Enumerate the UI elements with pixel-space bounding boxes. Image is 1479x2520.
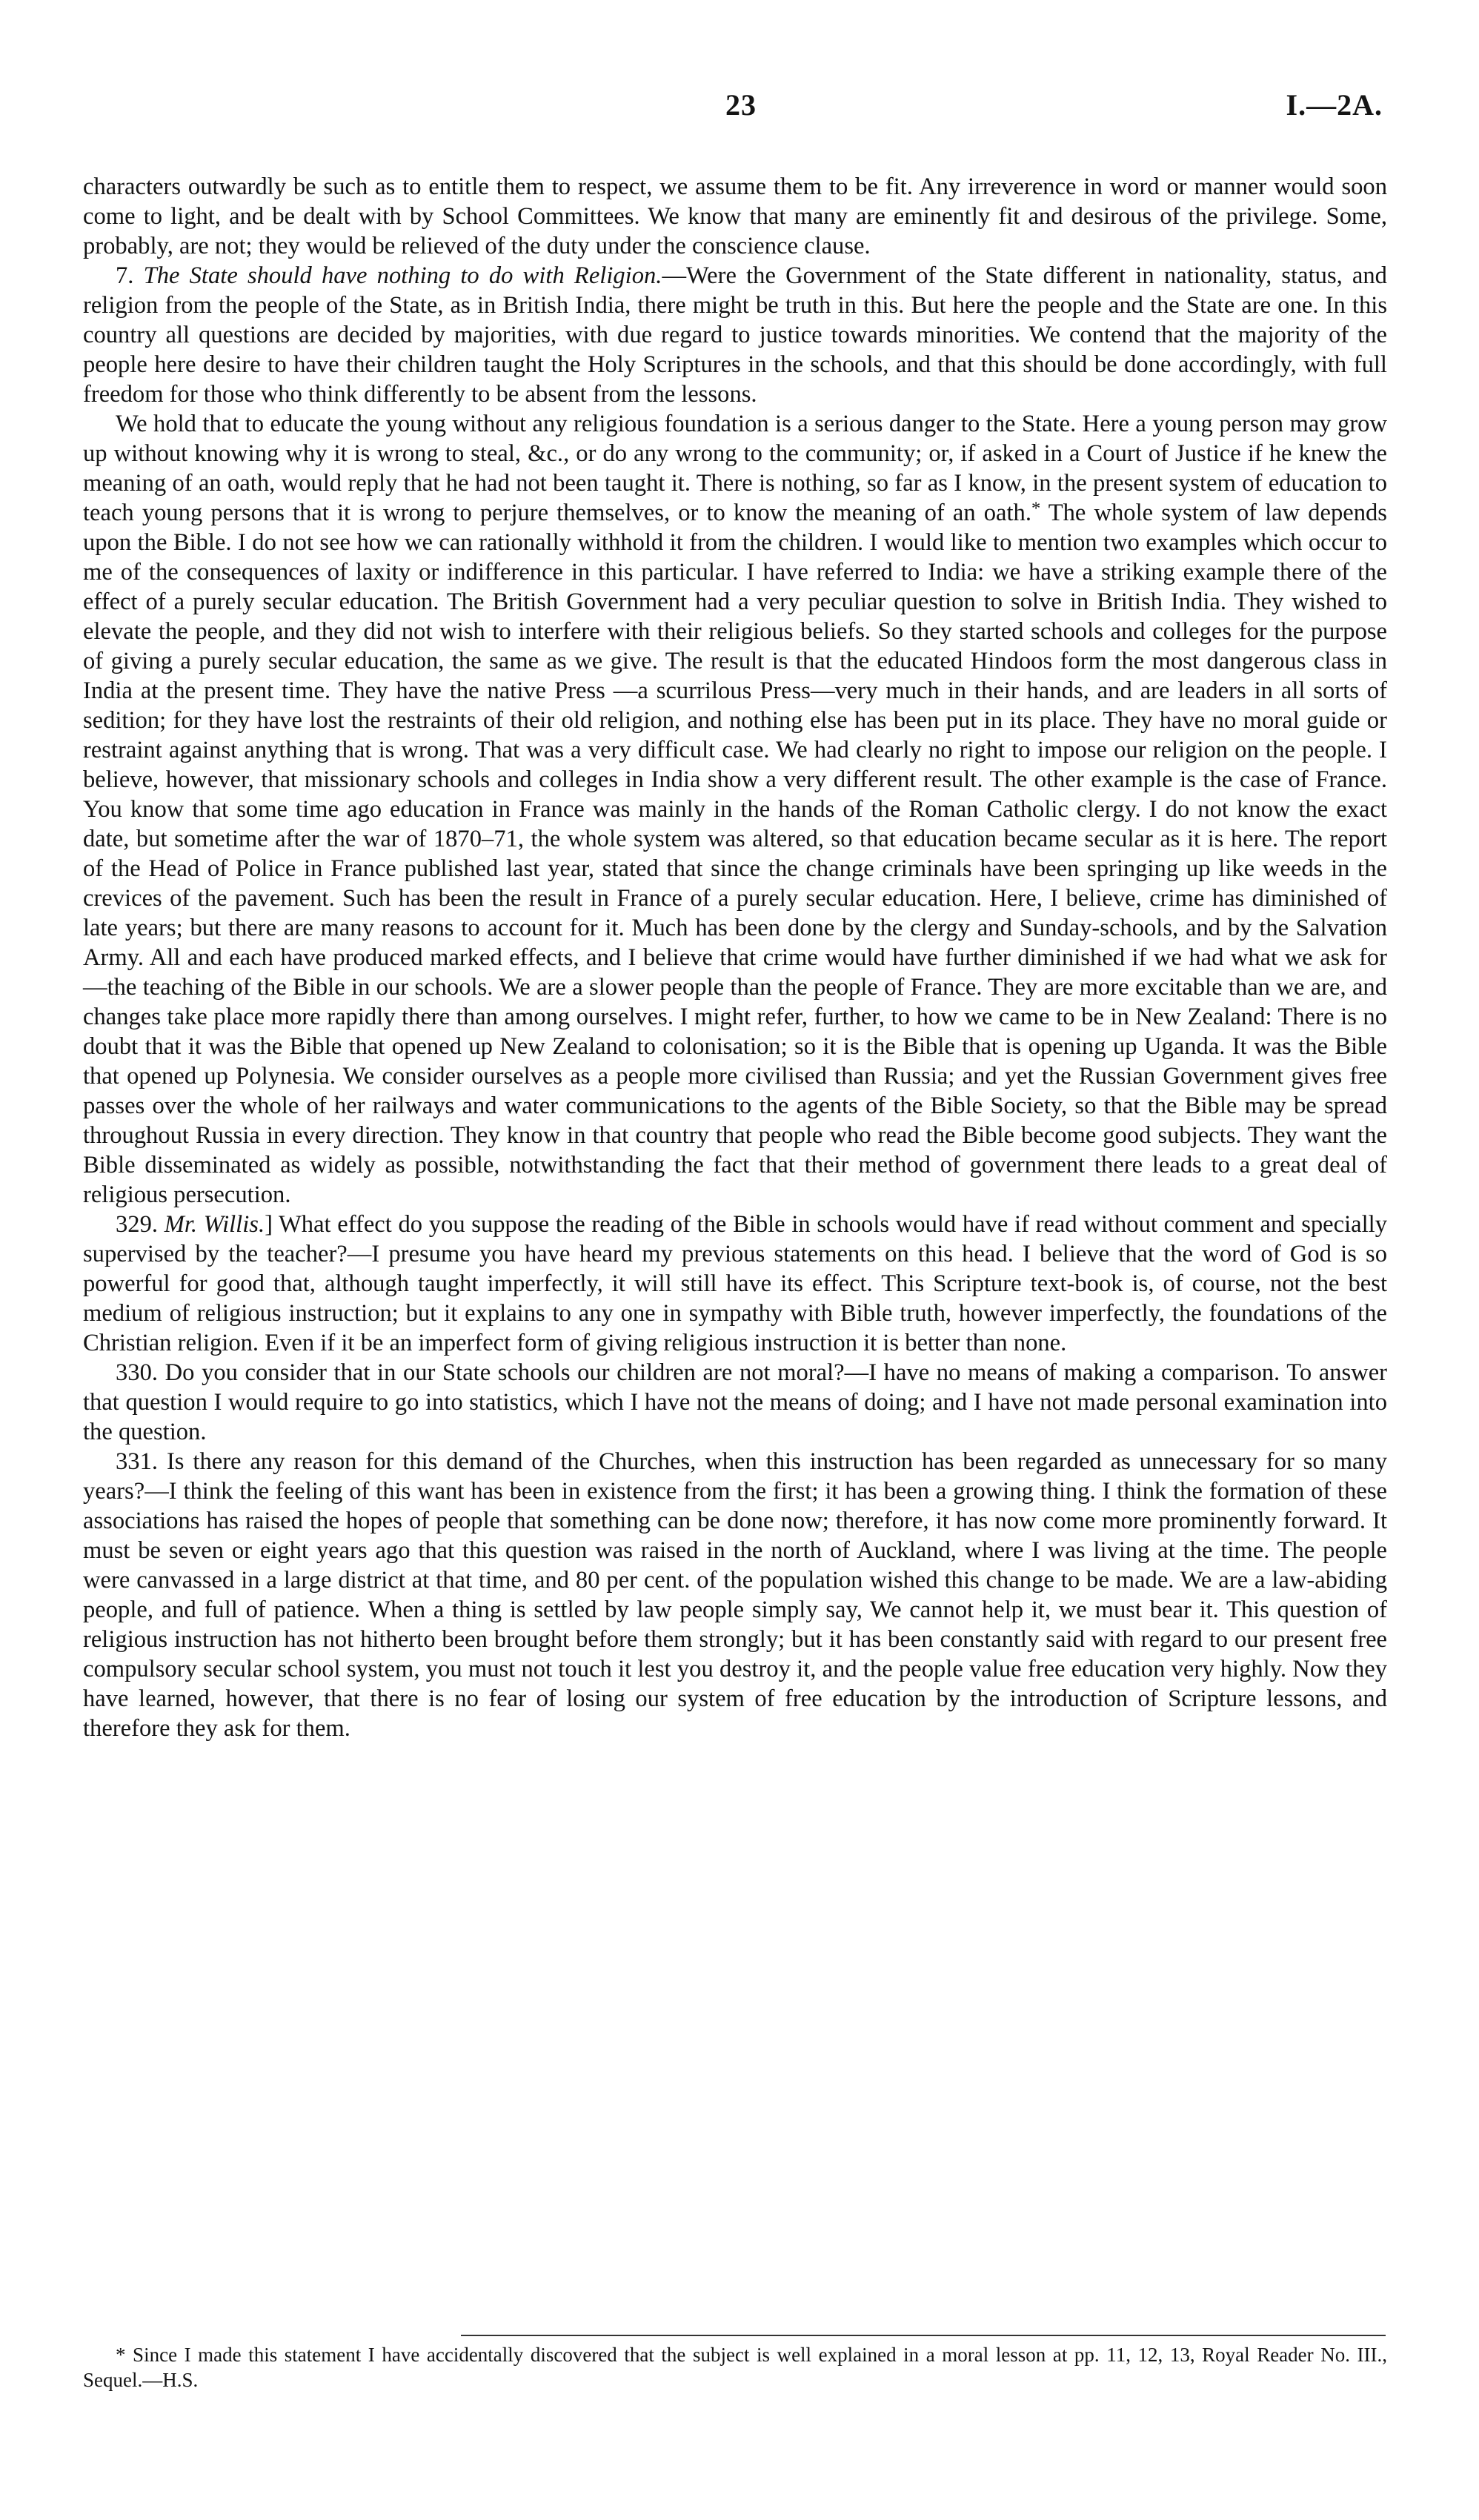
question-331: 331. Is there any reason for this demand of the Churches, when this instruction has been regarded as unnecessary for so many years?—I think the feeling of this want has been in existence from the first; it has been a growing thing. I think the formation of these associations has raised the hopes of people that something can be done now; therefore, it has now come more prominently forward. It must be seven or eight years ago that this question was raised in the north of Auckland, where I was living at the time. The people were canvassed in a large district at that time, and 80 per cent. of the population wished this change to be made. We are a law-abiding people, and full of patience. When a thing is settled by law people simply say, We cannot help it, we must bear it. This question of religious instruction has not hitherto been brought before them strongly; but it has been constantly said with regard to our present free compulsory secular school system, you must not touch it lest you destroy it, and the people value free education very highly. Now they have learned, however, that there is no fear of losing our system of free education by the introduction of Scripture lessons, and therefore they ask for them. xyxy=(83,1448,1387,1742)
question-text: ] What effect do you suppose the reading of the Bible in schools would have if read without comment and specially supervised by the teacher?—I presume you have heard my previous statements on this head. I believe that the word of God is so powerful for good that, although taught imperfectly, it will still have its effect. This Scripture text-book is, of course, not the best medium of religious instruction; but it explains to any one in sympathy with Bible truth, however imperfectly, the foundations of the Christian religion. Even if it be an imperfect form of giving religious instruction it is better than none. xyxy=(83,1211,1387,1356)
point-number: 7. xyxy=(116,262,134,289)
question-number: 329. xyxy=(116,1211,159,1238)
paragraph-continuation: characters outwardly be such as to entitle them to respect, we assume them to be fit. Any irreverence in word or manner would soon come to light, and be dealt with by School Committees. We know that many are eminently fit and desirous of the privilege. Some, probably, are not; they would be relieved of the duty under the conscience clause. xyxy=(83,173,1387,259)
question-330: 330. Do you consider that in our State schools our children are not moral?—I have no means of making a comparison. To answer that question I would require to go into statistics, which I have not the means of doing; and I have not made personal examination into the question. xyxy=(83,1359,1387,1445)
question-329 xyxy=(83,1210,1387,1358)
paragraph-text-b: The whole system of law depends upon the Bible. I do not see how we can rationally withhold it from the children. I would like to mention two examples which occur to me of the consequences of laxity or indifference in this particular. I have referred to India: we have a striking example there of the effect of a purely secular education. The British Government had a very peculiar question to solve in British India. They wished to elevate the people, and they did not wish to interfere with their religious beliefs. So they started schools and colleges for the purpose of giving a purely secular education, the same as we give. The result is that the educated Hindoos form the most dangerous class in India at the present time. They have the native Press —a scurrilous Press—very much in their hands, and are leaders in all sorts of sedition; for they have lost the restraints of their old religion, and nothing else has been put in its place. They have no moral guide or restraint against anything that is wrong. That was a very difficult case. We had clearly no right to impose our religion on the people. I believe, however, that missionary schools and colleges in India show a very different result. The other example is the case of France. You know that some time ago education in France was mainly in the hands of the Roman Catholic clergy. I do not know the exact date, but sometime after the war of 1870–71, the whole system was altered, so that education became secular as it is here. The report of the Head of Police in France published last year, stated that since the change criminals have been springing up like weeds in the crevices of the pavement. Such has been the result in France of a purely secular education. Here, I believe, crime has diminished of late years; but there are many reasons to account for it. Much has been done by the clergy and Sunday-schools, and by the Salvation Army. All and each have produced marked effects, and I believe that crime would have further diminished if we had what we ask for—the teaching of the Bible in our schools. We are a slower people than the people of France. They are more excitable than we are, and changes take place more rapidly there than among ourselves. I might refer, further, to how we came to be in New Zealand: There is no doubt that it was the Bible that opened up New Zealand to colonisation; so it is the Bible that is opening up Uganda. It was the Bible that opened up Polynesia. We consider ourselves as a people more civilised than Russia; and yet the Russian Government gives free passes over the whole of her railways and water communications to the agents of the Bible Society, so that the Bible may be spread throughout Russia in every direction. They know in that country that people who read the Bible become good subjects. They want the Bible disseminated as widely as possible, notwithstanding the fact that their method of government there leads to a great deal of religious persecution. xyxy=(83,500,1387,1208)
footnote-marker: * xyxy=(1031,498,1041,519)
page-number: 23 xyxy=(725,88,757,122)
document-reference: I.—2A. xyxy=(1286,88,1383,122)
point-text: —Were the Government of the State different in nationality, status, and religion from the people of the State, as in British India, there might be truth in this. But here the people and the State are one. In this country all questions are decided by majorities, with due regard to justice towards minorities. We contend that the majority of the people here desire to have their children taught the Holy Scriptures in the schools, and that this should be done accordingly, with full freedom for those who think differently to be absent from the lessons. xyxy=(83,262,1387,408)
body-text xyxy=(83,172,1387,1743)
page-header xyxy=(0,87,1479,132)
point-heading: The State should have nothing to do with Religion. xyxy=(143,262,662,289)
paragraph-text-a: We hold that to educate the young without any religious foundation is a serious danger to the State. Here a young person may grow up without knowing why it is wrong to steal, &c., or do any wrong to the community; or, if asked in a Court of Justice if he knew the meaning of an oath, would reply that he had not been taught it. There is nothing, so far as I know, in the present system of education to teach young persons that it is wrong to perjure themselves, or to know the meaning of an oath. xyxy=(83,411,1387,526)
paragraph-point-7 xyxy=(83,261,1387,409)
questioner-name: Mr. Willis. xyxy=(164,1211,265,1238)
paragraph-religious-foundation xyxy=(83,409,1387,1210)
footnote: * Since I made this statement I have accidentally discovered that the subject is well explained in a moral lesson at pp. 11, 12, 13, Royal Reader No. III., Sequel.—H.S. xyxy=(83,2344,1387,2391)
footnote-divider xyxy=(461,2335,1386,2336)
